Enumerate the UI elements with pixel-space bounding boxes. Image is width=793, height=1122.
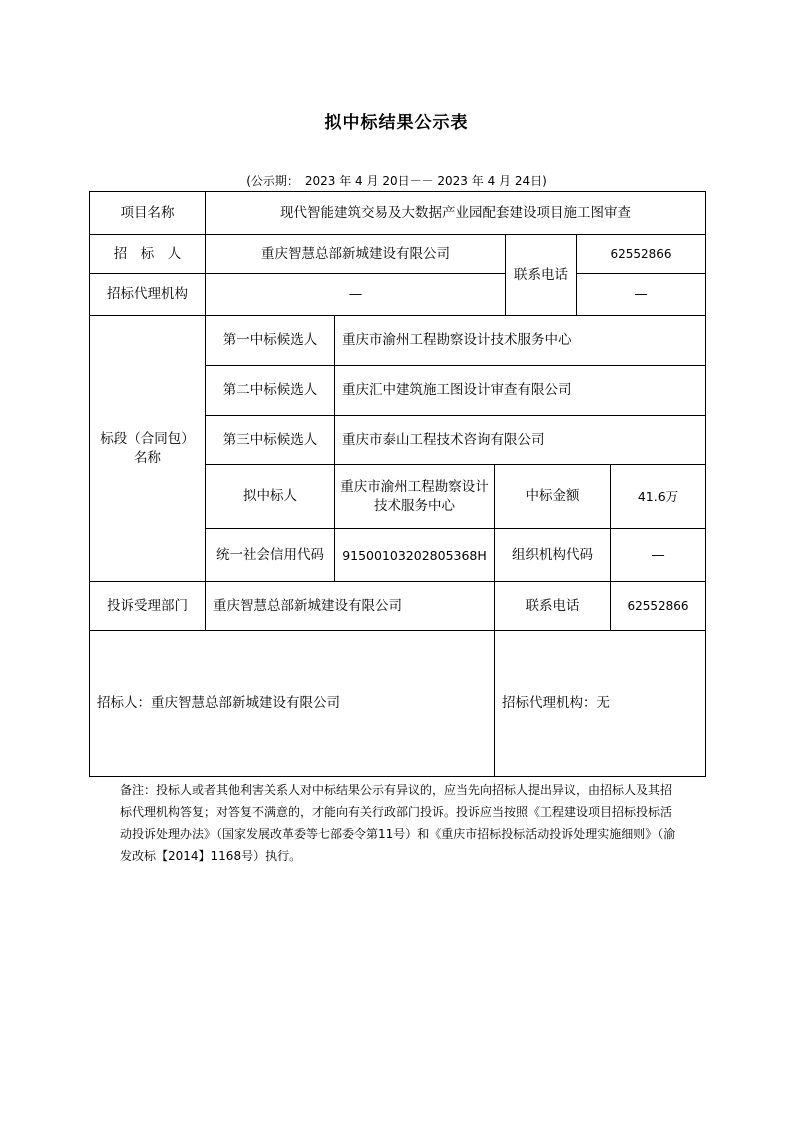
project-name: 现代智能建筑交易及大数据产业园配套建设项目施工图审查 <box>206 192 706 235</box>
org-code: — <box>611 529 706 582</box>
tenderer-phone: 62552866 <box>577 235 706 274</box>
candidate-2-name: 重庆汇中建筑施工图设计审查有限公司 <box>335 366 706 416</box>
tenderer-name: 重庆智慧总部新城建设有限公司 <box>206 235 506 274</box>
page-title: 拟中标结果公示表 <box>324 113 469 133</box>
tenderer-signature: 招标人：重庆智慧总部新城建设有限公司 <box>90 631 495 777</box>
org-code-label: 组织机构代码 <box>495 529 611 582</box>
agency-signature: 招标代理机构：无 <box>495 631 706 777</box>
complaint-phone: 62552866 <box>611 582 706 631</box>
project-label: 项目名称 <box>90 192 206 235</box>
project-row <box>90 192 706 235</box>
complaint-department: 重庆智慧总部新城建设有限公司 <box>206 582 495 631</box>
remarks: 备注：投标人或者其他利害关系人对中标结果公示有异议的，应当先向招标人提出异议，由招标人及其招标代理机构答复；对答复不满意的，才能向有关行政部门投诉。投诉应当按照《工程建设项目招标投标活动投诉处理办法》（国家发展改革委等七部委令第11号）和《重庆市招标投标活动投诉处理实施细则》（渝发改标【2014】1168号）执行。 <box>120 783 676 863</box>
complaint-phone-label: 联系电话 <box>495 582 611 631</box>
agency-label: 招标代理机构 <box>90 274 206 316</box>
result-table <box>89 191 706 777</box>
tenderer-row <box>90 235 706 274</box>
candidate-3-name: 重庆市泰山工程技术咨询有限公司 <box>335 416 706 465</box>
credit-code-label: 统一社会信用代码 <box>206 529 335 582</box>
agency-row <box>90 274 706 316</box>
tenderer-label: 招 标 人 <box>90 235 206 274</box>
complaint-row <box>90 582 706 631</box>
agency-name: — <box>206 274 506 316</box>
winner-name: 重庆市渝州工程勘察设计技术服务中心 <box>335 465 495 529</box>
complaint-label: 投诉受理部门 <box>90 582 206 631</box>
bid-amount: 41.6万 <box>611 465 706 529</box>
candidate-2-label: 第二中标候选人 <box>206 366 335 416</box>
bid-amount-label: 中标金额 <box>495 465 611 529</box>
contact-phone-label: 联系电话 <box>506 235 577 316</box>
section-label: 标段（合同包）名称 <box>90 316 206 582</box>
candidate-3-label: 第三中标候选人 <box>206 416 335 465</box>
agency-phone: — <box>577 274 706 316</box>
credit-code: 91500103202805368H <box>335 529 495 582</box>
candidate-1-name: 重庆市渝州工程勘察设计技术服务中心 <box>335 316 706 366</box>
winner-label: 拟中标人 <box>206 465 335 529</box>
publicity-period: (公示期： 2023 年 4 月 20日－－ 2023 年 4 月 24日) <box>246 174 547 188</box>
signature-row <box>90 631 706 777</box>
candidate-1-label: 第一中标候选人 <box>206 316 335 366</box>
candidate-row-1 <box>90 316 706 366</box>
